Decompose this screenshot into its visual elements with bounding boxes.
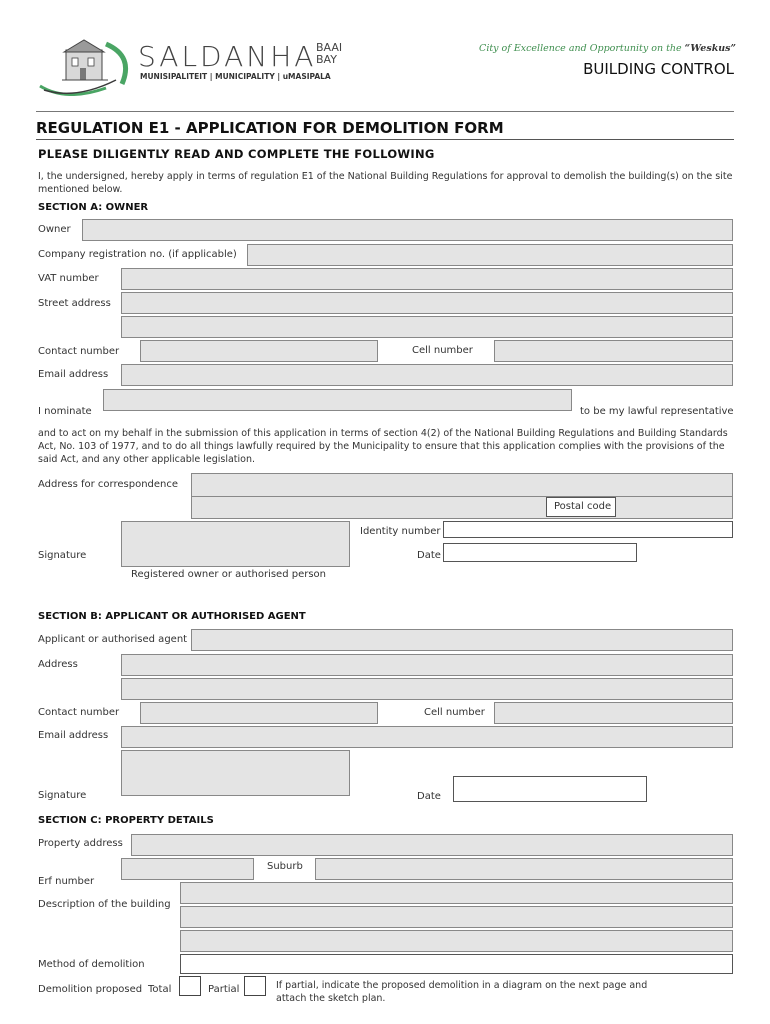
description-input-3[interactable] bbox=[180, 930, 733, 952]
house-logo-icon bbox=[36, 36, 136, 96]
property-address-label: Property address bbox=[38, 838, 123, 849]
form-title: REGULATION E1 - APPLICATION FOR DEMOLITION FORM bbox=[36, 119, 504, 137]
logo-name: SALDANHA bbox=[138, 40, 317, 73]
nominate-label: I nominate bbox=[38, 406, 92, 417]
erf-number-input[interactable] bbox=[121, 858, 254, 880]
applicant-cell-input[interactable] bbox=[494, 702, 733, 724]
vat-input[interactable] bbox=[121, 268, 733, 290]
logo-baai: BAAI bbox=[316, 41, 343, 54]
cell-number-input[interactable] bbox=[494, 340, 733, 362]
intro-text: I, the undersigned, hereby apply in terms of regulation E1 of the National Building Regulations for approval to demolish the building(s) on the site mentioned below. bbox=[38, 171, 733, 195]
applicant-email-label: Email address bbox=[38, 730, 109, 741]
municipality-logo bbox=[36, 36, 356, 96]
applicant-signature-box[interactable] bbox=[121, 750, 350, 796]
partial-label: Partial bbox=[208, 984, 240, 995]
owner-signature-box[interactable] bbox=[121, 521, 350, 567]
applicant-cell-label: Cell number bbox=[424, 707, 485, 718]
method-input[interactable] bbox=[180, 954, 733, 974]
nominee-input[interactable] bbox=[103, 389, 572, 411]
description-input-1[interactable] bbox=[180, 882, 733, 904]
contact-number-input[interactable] bbox=[140, 340, 378, 362]
signature-label: Signature bbox=[38, 550, 87, 561]
applicant-date-input[interactable] bbox=[453, 776, 647, 802]
postal-code-label: Postal code bbox=[554, 501, 612, 512]
partial-note: If partial, indicate the proposed demolition in a diagram on the next page and attach the sketch plan. bbox=[276, 980, 648, 1004]
company-reg-input[interactable] bbox=[247, 244, 733, 266]
street-address-input-1[interactable] bbox=[121, 292, 733, 314]
suburb-input[interactable] bbox=[315, 858, 733, 880]
description-label: Description of the building bbox=[38, 899, 171, 910]
owner-date-input[interactable] bbox=[443, 543, 637, 562]
correspondence-divider bbox=[191, 496, 733, 497]
total-label: Total bbox=[148, 984, 172, 995]
street-address-input-2[interactable] bbox=[121, 316, 733, 338]
section-b-heading: SECTION B: APPLICANT OR AUTHORISED AGENT bbox=[38, 611, 306, 622]
suburb-label: Suburb bbox=[267, 861, 303, 872]
company-reg-label: Company registration no. (if applicable) bbox=[38, 249, 237, 260]
applicant-address-input-2[interactable] bbox=[121, 678, 733, 700]
email-input[interactable] bbox=[121, 364, 733, 386]
property-address-input[interactable] bbox=[131, 834, 733, 856]
applicant-address-label: Address bbox=[38, 659, 78, 670]
applicant-address-input-1[interactable] bbox=[121, 654, 733, 676]
total-checkbox[interactable] bbox=[179, 976, 201, 996]
applicant-label: Applicant or authorised agent bbox=[38, 634, 188, 645]
method-label: Method of demolition bbox=[38, 959, 145, 970]
description-input-2[interactable] bbox=[180, 906, 733, 928]
logo-subtitle: MUNISIPALITEIT | MUNICIPALITY | uMASIPALA bbox=[140, 72, 331, 81]
tagline bbox=[479, 43, 736, 54]
logo-bay: BAY bbox=[316, 53, 337, 66]
applicant-date-label: Date bbox=[417, 791, 441, 802]
date-label: Date bbox=[417, 550, 441, 561]
tagline-weskus: “Weskus” bbox=[684, 43, 736, 54]
street-address-label: Street address bbox=[38, 298, 111, 309]
registered-owner-caption: Registered owner or authorised person bbox=[131, 569, 327, 580]
owner-label: Owner bbox=[38, 224, 71, 235]
authority-text: and to act on my behalf in the submission of this application in terms of section 4(2) of the National Building Regulations and Building Standards Act, No. 103 of 1977, and to do all things lawfully required by the Municipality to ensure that this application complies with the provisions of the said Act, and any other applicable legislation. bbox=[38, 428, 728, 465]
header-divider bbox=[36, 111, 734, 112]
postal-code-box[interactable] bbox=[546, 497, 616, 517]
form-subtitle: PLEASE DILIGENTLY READ AND COMPLETE THE FOLLOWING bbox=[38, 147, 435, 161]
partial-checkbox[interactable] bbox=[244, 976, 266, 996]
identity-number-input[interactable] bbox=[443, 521, 733, 538]
correspondence-label: Address for correspondence bbox=[38, 479, 179, 490]
email-label: Email address bbox=[38, 369, 109, 380]
applicant-contact-input[interactable] bbox=[140, 702, 378, 724]
vat-label: VAT number bbox=[38, 273, 99, 284]
applicant-signature-label: Signature bbox=[38, 790, 87, 801]
erf-number-label: Erf number bbox=[38, 876, 95, 887]
demolition-proposed-label: Demolition proposed bbox=[38, 984, 143, 995]
applicant-contact-label: Contact number bbox=[38, 707, 120, 718]
identity-number-label: Identity number bbox=[360, 526, 441, 537]
title-divider bbox=[36, 139, 734, 140]
representative-label: to be my lawful representative bbox=[580, 406, 734, 417]
applicant-input[interactable] bbox=[191, 629, 733, 651]
applicant-email-input[interactable] bbox=[121, 726, 733, 748]
cell-number-label: Cell number bbox=[412, 345, 473, 356]
owner-input[interactable] bbox=[82, 219, 733, 241]
section-c-heading: SECTION C: PROPERTY DETAILS bbox=[38, 815, 214, 826]
department-title: BUILDING CONTROL bbox=[583, 60, 734, 78]
tagline-text: City of Excellence and Opportunity on the bbox=[479, 43, 682, 54]
section-a-heading: SECTION A: OWNER bbox=[38, 202, 149, 213]
contact-number-label: Contact number bbox=[38, 346, 120, 357]
